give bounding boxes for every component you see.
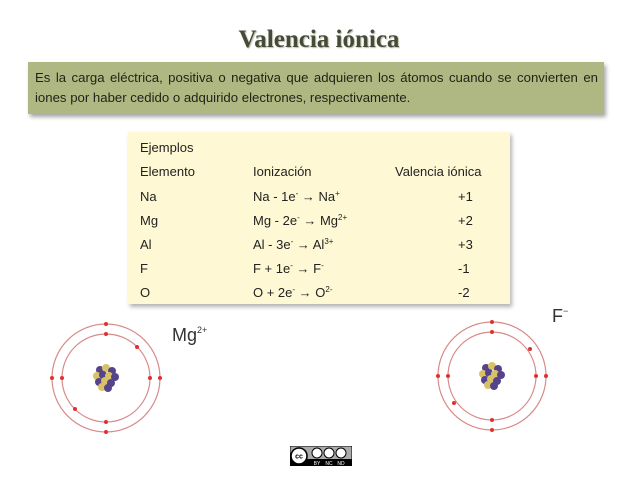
row-element: Mg (140, 213, 159, 228)
nc-icon (324, 448, 334, 458)
table-row (128, 237, 510, 257)
by-icon (312, 448, 322, 458)
mg-ion-label: $Mg^{2+}$ (172, 325, 208, 345)
mg-ion-diagram (42, 314, 188, 442)
column-header-element: Elemento (140, 164, 195, 179)
nucleus (93, 364, 119, 392)
table-header-row (128, 164, 510, 184)
row-valence: +2 (458, 213, 473, 228)
row-element: O (140, 285, 151, 300)
column-header-ionization: Ionización (253, 164, 312, 179)
nucleus (479, 362, 505, 390)
row-ionization: $Mg - 2e^- \to Mg^{2+}$ (253, 213, 348, 228)
table-row (128, 189, 510, 209)
examples-heading: Ejemplos (140, 140, 194, 155)
table-row (128, 261, 510, 281)
row-element: Al (140, 237, 152, 252)
cc-license-badge (290, 446, 352, 466)
row-valence: +1 (458, 189, 473, 204)
svg-text:ND: ND (337, 461, 345, 466)
f-ion-diagram (428, 318, 556, 442)
row-element: Na (140, 189, 157, 204)
examples-table (128, 132, 510, 304)
row-element: F (140, 261, 148, 276)
table-row (128, 285, 510, 305)
row-valence: -1 (458, 261, 470, 276)
column-header-valence: Valencia iónica (395, 164, 482, 179)
table-row (128, 213, 510, 233)
row-ionization: F + 1e- → F- (253, 261, 324, 276)
row-valence: +3 (458, 237, 473, 252)
svg-text:BY: BY (313, 461, 321, 466)
row-ionization: $O + 2e^- \to O^{2-}$ (253, 285, 333, 300)
definition-text: Es la carga eléctrica, positiva o negativa que adquieren los átomos cuando se convierten en iones por haber cedido o adquirido electrones, respectivamente. (35, 70, 598, 105)
svg-text:NC: NC (325, 461, 333, 466)
f-ion-label: F− (552, 306, 569, 326)
row-ionization: Na - 1e- → Na+ (253, 189, 340, 204)
row-ionization: $Al - 3e^- \to Al^{3+}$ (253, 237, 334, 252)
cc-icon: cc (295, 453, 303, 461)
row-valence: -2 (458, 285, 470, 300)
page-title: Valencia iónica (238, 26, 400, 53)
definition-box (28, 62, 604, 114)
nd-icon (336, 448, 346, 458)
